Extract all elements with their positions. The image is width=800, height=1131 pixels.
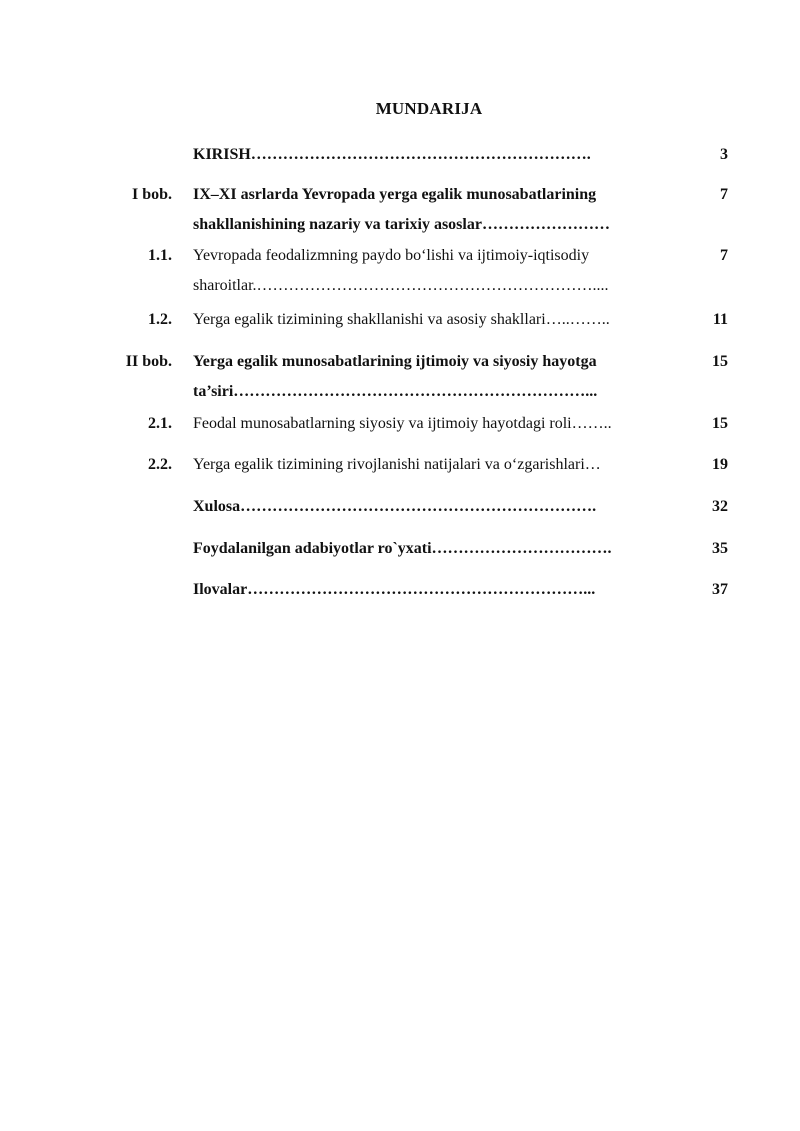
toc-entry-page: 37	[712, 581, 728, 598]
toc-entry-page: 15	[712, 353, 728, 370]
toc-entry-page: 3	[720, 146, 728, 163]
toc-entry-line: IX–XI asrlarda Yevropada yerga egalik munosabatlarining	[193, 186, 597, 203]
toc-entry-number: I bob.	[131, 186, 172, 203]
toc-entry-title	[193, 347, 691, 407]
toc-entry-page: 32	[712, 498, 728, 515]
toc-entry-page: 35	[712, 540, 728, 557]
toc-entry-line: Yerga egalik tizimining shakllanishi va asosiy shakllari…..……..	[193, 311, 610, 328]
toc-entry-line: ta’siri…………………………………………………………...	[193, 383, 598, 400]
toc-entry-title	[193, 575, 691, 605]
toc-entry-title	[193, 241, 691, 301]
toc-entry-line: Feodal munosabatlarning siyosiy va ijtimoiy hayotdagi roli……..	[193, 415, 612, 432]
page-title: MUNDARIJA	[375, 99, 483, 118]
toc-entry-line: Xulosa………………………………………………………….	[193, 498, 597, 515]
toc-entry-number: II bob.	[125, 353, 172, 370]
toc-entry-line: Yerga egalik munosabatlarining ijtimoiy va siyosiy hayotga	[193, 353, 597, 370]
toc-entry-line: Ilovalar………………………………………………………...	[193, 581, 596, 598]
toc-entry-page: 7	[720, 186, 728, 203]
toc-entry-number: 2.2.	[148, 456, 172, 473]
toc-entry-line: Yerga egalik tizimining rivojlanishi natijalari va o‘zgarishlari…	[193, 456, 601, 473]
toc-entry-title	[193, 534, 691, 564]
toc-entry-title	[193, 180, 691, 240]
toc-entry-number: 2.1.	[148, 415, 172, 432]
toc-entry-line: Yevropada feodalizmning paydo bo‘lishi va ijtimoiy-iqtisodiy	[193, 247, 590, 264]
toc-entry-number: 1.1.	[148, 247, 172, 264]
toc-entry-title	[193, 140, 691, 170]
toc-entry-page: 15	[712, 415, 728, 432]
toc-entry-title	[193, 305, 691, 335]
toc-entry-line: shakllanishining nazariy va tarixiy asoslar……………………	[193, 216, 610, 233]
toc-entry-page: 19	[712, 456, 728, 473]
toc-entry-title	[193, 409, 691, 439]
toc-entry-title	[193, 492, 691, 522]
toc-entry-line: KIRISH……………………………………………………….	[193, 146, 591, 163]
toc-entry-line: Foydalanilgan adabiyotlar ro`yxati…………………………….	[193, 540, 612, 557]
toc-entry-number: 1.2.	[148, 311, 172, 328]
toc-entry-page: 7	[720, 247, 728, 264]
toc-entry-line: sharoitlar.………………………………………………………....	[193, 277, 609, 294]
toc-entry-title	[193, 450, 691, 480]
toc-entry-page: 11	[712, 311, 728, 328]
